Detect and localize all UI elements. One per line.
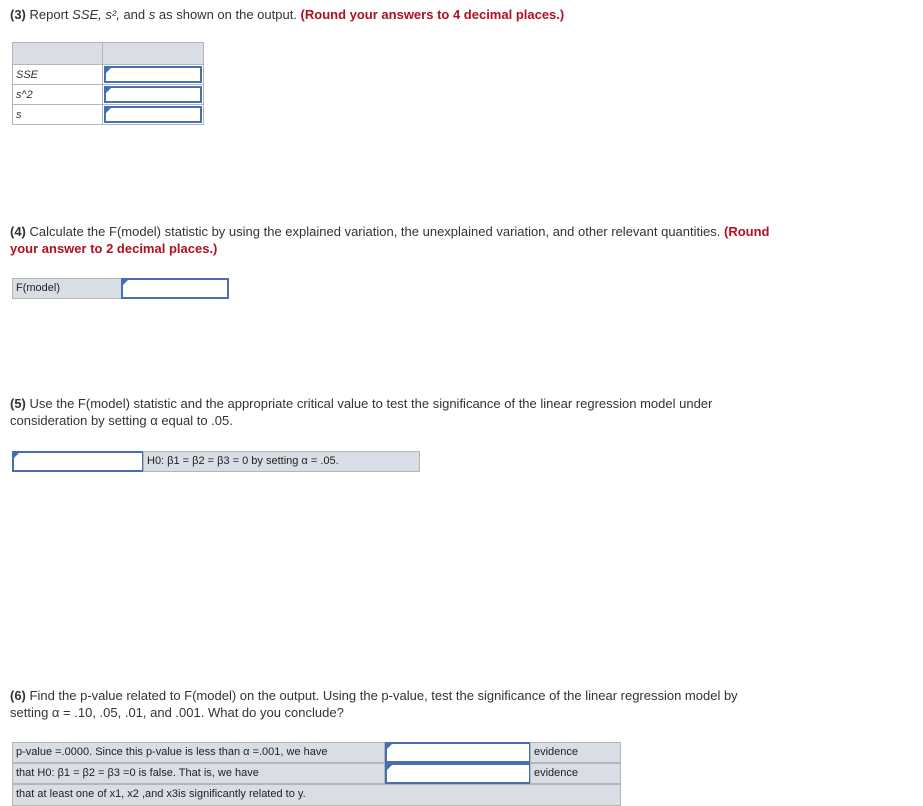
question-3-number: (3) [10, 7, 26, 22]
q5-decision-select[interactable] [12, 451, 144, 472]
q6-evidence-label-2 [530, 763, 621, 784]
question-4-prompt [10, 223, 910, 257]
question-4-text: Calculate the F(model) statistic by using the explained variation, the unexplained variation, and other relevant quantities. [29, 224, 721, 239]
s2-input[interactable] [104, 86, 202, 103]
input-marker-icon [387, 765, 392, 770]
question-4-round-b: your answer to 2 decimal places.) [10, 241, 218, 256]
table-header-cell [13, 43, 103, 65]
question-4-round-a: (Round [724, 224, 770, 239]
question-6-prompt [10, 687, 910, 721]
question-5-prompt [10, 395, 910, 429]
sse-input[interactable] [104, 66, 202, 83]
q6-row2-text-cell [12, 763, 385, 784]
q6-row3-text: that at least one of x1, x2 ,and x3is significantly related to y. [16, 788, 306, 800]
sse-label [13, 65, 103, 85]
q6-row1-text-cell [12, 742, 385, 763]
input-marker-icon [106, 68, 111, 73]
question-3-mid: and [119, 7, 149, 22]
question-3-round-instruction: (Round your answers to 4 decimal places.) [300, 7, 565, 22]
question-4-number: (4) [10, 224, 26, 239]
input-marker-icon [14, 453, 19, 458]
q6-evidence-text-2: evidence [534, 767, 579, 779]
question-3-vars: SSE, s², [72, 7, 120, 22]
fmodel-label [12, 278, 122, 299]
s-input[interactable] [104, 106, 202, 123]
sse-label-text: SSE [16, 68, 39, 81]
s-label [13, 105, 103, 125]
q5-hypothesis-text: H0: β1 = β2 = β3 = 0 by setting α = .05. [147, 455, 339, 467]
table-header-cell [102, 43, 203, 65]
question-3-svar: s [148, 7, 156, 22]
question-6-number: (6) [10, 688, 26, 703]
input-marker-icon [106, 88, 111, 93]
q6-row3-text-cell [12, 784, 621, 806]
s-label-text: s [16, 108, 22, 121]
q6-row2-text: that H0: β1 = β2 = β3 =0 is false. That is, we have [16, 767, 259, 779]
fmodel-label-text: F(model) [16, 282, 61, 294]
s-cell [102, 105, 203, 125]
question-3-prompt [10, 6, 564, 23]
question-3-suffix: as shown on the output. [155, 7, 301, 22]
s2-label [13, 85, 103, 105]
fmodel-input[interactable] [121, 278, 229, 299]
question-5-number: (5) [10, 396, 26, 411]
s2-label-text: s^2 [16, 88, 33, 101]
q6-row1-text: p-value =.0000. Since this p-value is less than α =.001, we have [16, 746, 328, 758]
input-marker-icon [123, 280, 128, 285]
q6-evidence-text-1: evidence [534, 746, 579, 758]
q6-evidence-strength-select-1[interactable] [385, 742, 531, 763]
question-5-text: Use the F(model) statistic and the appropriate critical value to test the significance of the linear regression model under [29, 396, 713, 411]
question-3-table [12, 42, 204, 125]
question-5-text-line2: consideration by setting α equal to .05. [10, 413, 233, 428]
input-marker-icon [387, 744, 392, 749]
sse-cell [102, 65, 203, 85]
q6-evidence-strength-select-2[interactable] [385, 763, 531, 784]
input-marker-icon [106, 108, 111, 113]
question-6-text: Find the p-value related to F(model) on the output. Using the p-value, test the significance of the linear regression model by [29, 688, 738, 703]
s2-cell [102, 85, 203, 105]
q6-evidence-label-1 [530, 742, 621, 763]
q5-hypothesis-cell [143, 451, 420, 472]
question-6-text-line2: setting α = .10, .05, .01, and .001. What do you conclude? [10, 705, 344, 720]
question-3-text: Report [29, 7, 73, 22]
